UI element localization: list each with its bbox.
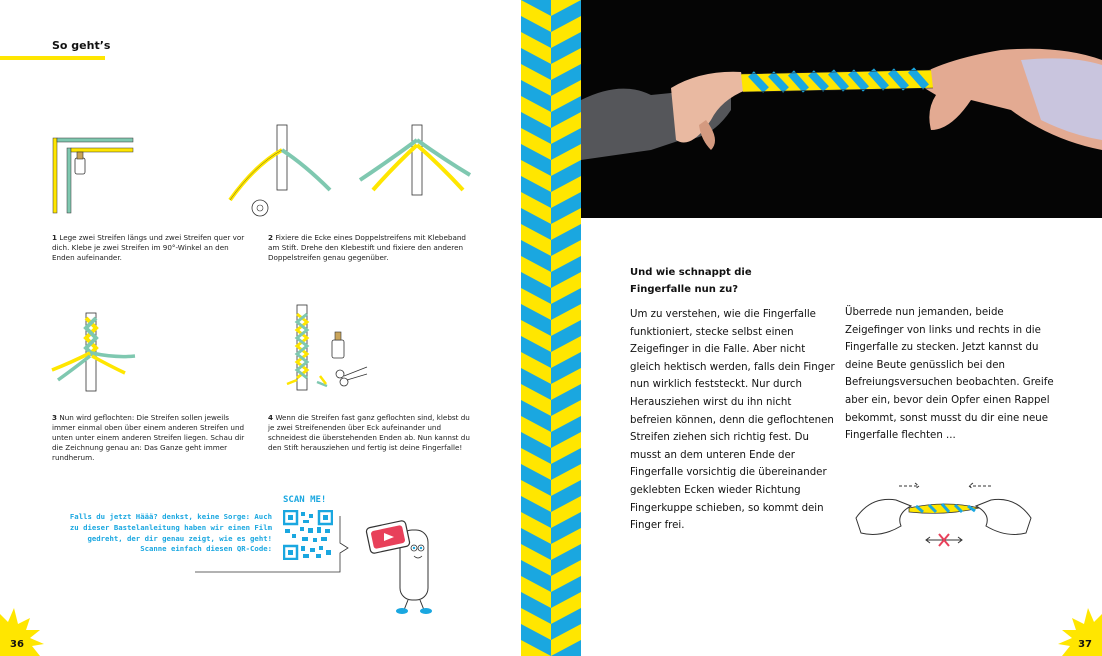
step3-illustration <box>50 308 140 393</box>
page-number-burst <box>0 604 52 656</box>
step4-illustration <box>282 302 372 397</box>
step-1 <box>52 233 247 263</box>
qr-code-icon[interactable] <box>283 510 333 560</box>
body-column-1: Um zu verstehen, wie die Fingerfalle funktioniert, stecke selbst einen Zeigefinger in die Falle. Aber nicht gleich hektisch werden, falls dein Finger nun wirklich feststeckt. Nur durch Herausziehen wirst du ihn nicht befreien können, denn die geflochtenen Streifen ziehen sich richtig fest. Du musst an dem unteren Ende der Fingerfalle vorsichtig die übereinander geklebten Ecken wieder Richtung Fingerkuppe schieben, so kommt dein Finger frei. <box>630 309 835 532</box>
step-4 <box>268 413 478 453</box>
finger-trap-photo <box>581 0 1102 218</box>
qr-frame-line <box>190 508 365 578</box>
step-1-number: 1 <box>52 233 58 242</box>
hands-pulling-illustration <box>851 478 1041 553</box>
step-3-text: Nun wird geflochten: Die Streifen sollen jeweils immer einmal oben über einem anderen Streifen und unten unter einem anderen Streifen liegen. Schau dir die Zeichnung genau an: Das Ganze geht immer rundherum. <box>52 413 245 462</box>
left-page <box>0 0 521 656</box>
body-column-2: Überrede nun jemanden, beide Zeigefinger von links und rechts in die Fingerfalle zu stecken. Jetzt kannst du deine Beute genüsslich bei den Befreiungsversuchen beobachten. Greife aber ein, bevor dein Opfer einen Rappel bekommt, sonst musst du dir eine neue Fingerfalle flechten ... <box>845 307 1054 442</box>
page-heading: So geht’s <box>52 39 111 52</box>
step-4-text: Wenn die Streifen fast ganz geflochten sind, klebst du je zwei Streifenenden über Eck aufeinander und schneidest die überstehenden Enden ab. Nun kannst du den Stift herausziehen und fertig ist deine Fingerfalle! <box>268 413 470 452</box>
step1-illustration <box>45 128 140 218</box>
braid-pattern <box>521 0 581 656</box>
right-subheading: Und wie schnappt die Fingerfalle nun zu? <box>630 267 752 295</box>
step-3-number: 3 <box>52 413 58 422</box>
step-4-number: 4 <box>268 413 274 422</box>
qr-instruction-text: Falls du jetzt Häää? denkst, keine Sorge: Auch zu dieser Bastelanleitung haben wir einen Film gedreht, der dir genau zeigt, wie es geht! Scanne einfach diesen QR-Code: <box>69 512 272 554</box>
scan-me-label: SCAN ME! <box>283 495 327 505</box>
step-2-text: Fixiere die Ecke eines Doppelstreifens mit Klebeband am Stift. Drehe den Klebestift und fixiere den anderen Doppelstreifen genau gegenüber. <box>268 233 466 262</box>
page-number-burst-right <box>1050 604 1102 656</box>
step-3 <box>52 413 252 463</box>
heading-underline <box>0 56 105 60</box>
mascot-illustration <box>360 510 455 618</box>
page-number-left: 36 <box>10 639 24 650</box>
step-2-number: 2 <box>268 233 274 242</box>
page-number-right: 37 <box>1078 639 1092 650</box>
step-1-text: Lege zwei Streifen längs und zwei Streifen quer vor dich. Klebe je zwei Streifen im 90°-Winkel an den Enden aufeinander. <box>52 233 245 262</box>
right-page <box>581 0 1102 656</box>
step-2 <box>268 233 473 263</box>
step2-illustration <box>225 120 475 220</box>
